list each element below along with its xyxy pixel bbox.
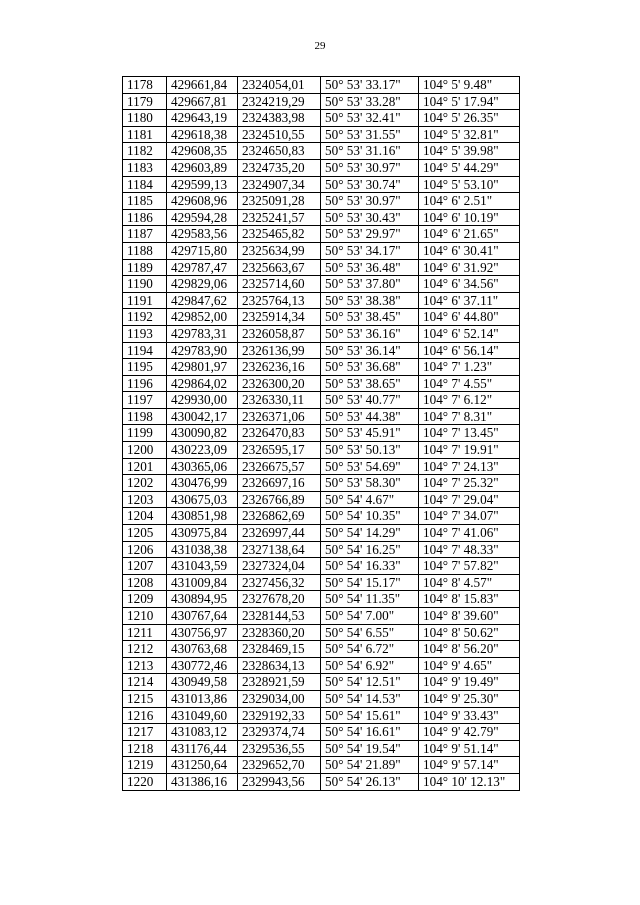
point-number-cell: 1210 (123, 608, 167, 625)
point-number-cell: 1179 (123, 93, 167, 110)
point-number-cell: 1215 (123, 690, 167, 707)
latitude-cell: 50° 54' 11.35" (321, 591, 419, 608)
table-row (123, 674, 520, 691)
table-row (123, 110, 520, 127)
point-number-cell: 1207 (123, 558, 167, 575)
table-row (123, 159, 520, 176)
longitude-cell: 104° 9' 33.43" (419, 707, 520, 724)
x-coordinate-cell: 431049,60 (167, 707, 238, 724)
table-row (123, 392, 520, 409)
longitude-cell: 104° 7' 19.91" (419, 442, 520, 459)
point-number-cell: 1211 (123, 624, 167, 641)
longitude-cell: 104° 9' 4.65" (419, 657, 520, 674)
point-number-cell: 1216 (123, 707, 167, 724)
latitude-cell: 50° 53' 30.43" (321, 209, 419, 226)
latitude-cell: 50° 54' 6.72" (321, 641, 419, 658)
x-coordinate-cell: 429930,00 (167, 392, 238, 409)
table-row (123, 359, 520, 376)
table-row (123, 226, 520, 243)
longitude-cell: 104° 9' 19.49" (419, 674, 520, 691)
table-row (123, 442, 520, 459)
latitude-cell: 50° 53' 38.65" (321, 375, 419, 392)
table-row (123, 292, 520, 309)
point-number-cell: 1203 (123, 491, 167, 508)
y-coordinate-cell: 2327324,04 (238, 558, 321, 575)
y-coordinate-cell: 2326330,11 (238, 392, 321, 409)
longitude-cell: 104° 8' 56.20" (419, 641, 520, 658)
latitude-cell: 50° 53' 30.74" (321, 176, 419, 193)
y-coordinate-cell: 2329374,74 (238, 724, 321, 741)
point-number-cell: 1198 (123, 408, 167, 425)
latitude-cell: 50° 53' 32.41" (321, 110, 419, 127)
longitude-cell: 104° 7' 1.23" (419, 359, 520, 376)
x-coordinate-cell: 430975,84 (167, 525, 238, 542)
point-number-cell: 1190 (123, 276, 167, 293)
latitude-cell: 50° 54' 16.33" (321, 558, 419, 575)
latitude-cell: 50° 54' 4.67" (321, 491, 419, 508)
y-coordinate-cell: 2326697,16 (238, 475, 321, 492)
point-number-cell: 1214 (123, 674, 167, 691)
table-row (123, 458, 520, 475)
longitude-cell: 104° 6' 21.65" (419, 226, 520, 243)
longitude-cell: 104° 5' 32.81" (419, 126, 520, 143)
table-row (123, 259, 520, 276)
table-row (123, 657, 520, 674)
longitude-cell: 104° 9' 25.30" (419, 690, 520, 707)
longitude-cell: 104° 6' 31.92" (419, 259, 520, 276)
table-row (123, 309, 520, 326)
longitude-cell: 104° 7' 57.82" (419, 558, 520, 575)
longitude-cell: 104° 7' 29.04" (419, 491, 520, 508)
table-row (123, 475, 520, 492)
x-coordinate-cell: 429608,96 (167, 193, 238, 210)
y-coordinate-cell: 2328144,53 (238, 608, 321, 625)
x-coordinate-cell: 430042,17 (167, 408, 238, 425)
latitude-cell: 50° 54' 15.61" (321, 707, 419, 724)
y-coordinate-cell: 2329192,33 (238, 707, 321, 724)
x-coordinate-cell: 429599,13 (167, 176, 238, 193)
x-coordinate-cell: 429783,90 (167, 342, 238, 359)
coordinates-table-body (123, 77, 520, 791)
latitude-cell: 50° 54' 19.54" (321, 740, 419, 757)
longitude-cell: 104° 9' 57.14" (419, 757, 520, 774)
latitude-cell: 50° 53' 29.97" (321, 226, 419, 243)
x-coordinate-cell: 429603,89 (167, 159, 238, 176)
x-coordinate-cell: 430767,64 (167, 608, 238, 625)
y-coordinate-cell: 2328360,20 (238, 624, 321, 641)
latitude-cell: 50° 54' 6.92" (321, 657, 419, 674)
y-coordinate-cell: 2326470,83 (238, 425, 321, 442)
point-number-cell: 1193 (123, 325, 167, 342)
longitude-cell: 104° 5' 39.98" (419, 143, 520, 160)
table-row (123, 558, 520, 575)
point-number-cell: 1201 (123, 458, 167, 475)
point-number-cell: 1186 (123, 209, 167, 226)
x-coordinate-cell: 431043,59 (167, 558, 238, 575)
longitude-cell: 104° 8' 50.62" (419, 624, 520, 641)
longitude-cell: 104° 6' 30.41" (419, 242, 520, 259)
latitude-cell: 50° 54' 10.35" (321, 508, 419, 525)
x-coordinate-cell: 430851,98 (167, 508, 238, 525)
y-coordinate-cell: 2327138,64 (238, 541, 321, 558)
point-number-cell: 1187 (123, 226, 167, 243)
longitude-cell: 104° 6' 44.80" (419, 309, 520, 326)
x-coordinate-cell: 430949,58 (167, 674, 238, 691)
table-row (123, 707, 520, 724)
point-number-cell: 1199 (123, 425, 167, 442)
table-row (123, 724, 520, 741)
x-coordinate-cell: 429783,31 (167, 325, 238, 342)
longitude-cell: 104° 9' 42.79" (419, 724, 520, 741)
y-coordinate-cell: 2329034,00 (238, 690, 321, 707)
table-row (123, 276, 520, 293)
x-coordinate-cell: 430763,68 (167, 641, 238, 658)
y-coordinate-cell: 2327456,32 (238, 574, 321, 591)
x-coordinate-cell: 430772,46 (167, 657, 238, 674)
table-row (123, 773, 520, 790)
x-coordinate-cell: 429864,02 (167, 375, 238, 392)
table-row (123, 690, 520, 707)
y-coordinate-cell: 2324735,20 (238, 159, 321, 176)
table-row (123, 193, 520, 210)
y-coordinate-cell: 2326371,06 (238, 408, 321, 425)
table-row (123, 608, 520, 625)
longitude-cell: 104° 5' 26.35" (419, 110, 520, 127)
longitude-cell: 104° 6' 52.14" (419, 325, 520, 342)
y-coordinate-cell: 2328921,59 (238, 674, 321, 691)
table-row (123, 143, 520, 160)
x-coordinate-cell: 429801,97 (167, 359, 238, 376)
point-number-cell: 1217 (123, 724, 167, 741)
latitude-cell: 50° 53' 45.91" (321, 425, 419, 442)
latitude-cell: 50° 54' 12.51" (321, 674, 419, 691)
point-number-cell: 1208 (123, 574, 167, 591)
point-number-cell: 1182 (123, 143, 167, 160)
longitude-cell: 104° 5' 53.10" (419, 176, 520, 193)
longitude-cell: 104° 7' 8.31" (419, 408, 520, 425)
point-number-cell: 1213 (123, 657, 167, 674)
y-coordinate-cell: 2326766,89 (238, 491, 321, 508)
x-coordinate-cell: 429787,47 (167, 259, 238, 276)
latitude-cell: 50° 54' 14.53" (321, 690, 419, 707)
y-coordinate-cell: 2324510,55 (238, 126, 321, 143)
point-number-cell: 1196 (123, 375, 167, 392)
y-coordinate-cell: 2325241,57 (238, 209, 321, 226)
point-number-cell: 1200 (123, 442, 167, 459)
longitude-cell: 104° 8' 15.83" (419, 591, 520, 608)
point-number-cell: 1195 (123, 359, 167, 376)
x-coordinate-cell: 429715,80 (167, 242, 238, 259)
y-coordinate-cell: 2324219,29 (238, 93, 321, 110)
x-coordinate-cell: 429829,06 (167, 276, 238, 293)
y-coordinate-cell: 2325091,28 (238, 193, 321, 210)
longitude-cell: 104° 7' 48.33" (419, 541, 520, 558)
latitude-cell: 50° 54' 21.89" (321, 757, 419, 774)
point-number-cell: 1219 (123, 757, 167, 774)
coordinates-table (122, 76, 520, 791)
latitude-cell: 50° 54' 14.29" (321, 525, 419, 542)
y-coordinate-cell: 2326675,57 (238, 458, 321, 475)
x-coordinate-cell: 429847,62 (167, 292, 238, 309)
longitude-cell: 104° 9' 51.14" (419, 740, 520, 757)
latitude-cell: 50° 54' 6.55" (321, 624, 419, 641)
latitude-cell: 50° 53' 38.38" (321, 292, 419, 309)
longitude-cell: 104° 7' 6.12" (419, 392, 520, 409)
x-coordinate-cell: 431250,64 (167, 757, 238, 774)
y-coordinate-cell: 2326136,99 (238, 342, 321, 359)
point-number-cell: 1220 (123, 773, 167, 790)
longitude-cell: 104° 7' 34.07" (419, 508, 520, 525)
point-number-cell: 1202 (123, 475, 167, 492)
y-coordinate-cell: 2329943,56 (238, 773, 321, 790)
x-coordinate-cell: 430675,03 (167, 491, 238, 508)
table-row (123, 176, 520, 193)
longitude-cell: 104° 6' 10.19" (419, 209, 520, 226)
point-number-cell: 1205 (123, 525, 167, 542)
table-row (123, 541, 520, 558)
y-coordinate-cell: 2326595,17 (238, 442, 321, 459)
table-row (123, 325, 520, 342)
y-coordinate-cell: 2324383,98 (238, 110, 321, 127)
table-row (123, 408, 520, 425)
y-coordinate-cell: 2325634,99 (238, 242, 321, 259)
longitude-cell: 104° 6' 37.11" (419, 292, 520, 309)
y-coordinate-cell: 2326300,20 (238, 375, 321, 392)
table-row (123, 425, 520, 442)
latitude-cell: 50° 53' 36.48" (321, 259, 419, 276)
y-coordinate-cell: 2325714,60 (238, 276, 321, 293)
longitude-cell: 104° 7' 41.06" (419, 525, 520, 542)
latitude-cell: 50° 53' 36.14" (321, 342, 419, 359)
table-row (123, 574, 520, 591)
longitude-cell: 104° 7' 4.55" (419, 375, 520, 392)
latitude-cell: 50° 53' 36.68" (321, 359, 419, 376)
x-coordinate-cell: 430223,09 (167, 442, 238, 459)
point-number-cell: 1178 (123, 77, 167, 94)
y-coordinate-cell: 2326058,87 (238, 325, 321, 342)
y-coordinate-cell: 2329536,55 (238, 740, 321, 757)
latitude-cell: 50° 53' 30.97" (321, 159, 419, 176)
x-coordinate-cell: 429608,35 (167, 143, 238, 160)
longitude-cell: 104° 7' 25.32" (419, 475, 520, 492)
x-coordinate-cell: 430090,82 (167, 425, 238, 442)
y-coordinate-cell: 2325465,82 (238, 226, 321, 243)
point-number-cell: 1204 (123, 508, 167, 525)
longitude-cell: 104° 10' 12.13" (419, 773, 520, 790)
point-number-cell: 1194 (123, 342, 167, 359)
longitude-cell: 104° 6' 2.51" (419, 193, 520, 210)
point-number-cell: 1206 (123, 541, 167, 558)
latitude-cell: 50° 54' 26.13" (321, 773, 419, 790)
longitude-cell: 104° 7' 24.13" (419, 458, 520, 475)
y-coordinate-cell: 2325663,67 (238, 259, 321, 276)
y-coordinate-cell: 2324650,83 (238, 143, 321, 160)
latitude-cell: 50° 53' 33.28" (321, 93, 419, 110)
y-coordinate-cell: 2326236,16 (238, 359, 321, 376)
point-number-cell: 1209 (123, 591, 167, 608)
x-coordinate-cell: 430894,95 (167, 591, 238, 608)
latitude-cell: 50° 53' 58.30" (321, 475, 419, 492)
x-coordinate-cell: 429852,00 (167, 309, 238, 326)
y-coordinate-cell: 2328634,13 (238, 657, 321, 674)
longitude-cell: 104° 5' 17.94" (419, 93, 520, 110)
y-coordinate-cell: 2326997,44 (238, 525, 321, 542)
longitude-cell: 104° 7' 13.45" (419, 425, 520, 442)
latitude-cell: 50° 53' 50.13" (321, 442, 419, 459)
y-coordinate-cell: 2324907,34 (238, 176, 321, 193)
x-coordinate-cell: 430476,99 (167, 475, 238, 492)
latitude-cell: 50° 53' 30.97" (321, 193, 419, 210)
y-coordinate-cell: 2326862,69 (238, 508, 321, 525)
x-coordinate-cell: 431013,86 (167, 690, 238, 707)
page-number: 29 (314, 40, 326, 52)
point-number-cell: 1212 (123, 641, 167, 658)
latitude-cell: 50° 53' 44.38" (321, 408, 419, 425)
x-coordinate-cell: 431083,12 (167, 724, 238, 741)
table-row (123, 508, 520, 525)
latitude-cell: 50° 54' 16.61" (321, 724, 419, 741)
x-coordinate-cell: 431176,44 (167, 740, 238, 757)
table-row (123, 624, 520, 641)
y-coordinate-cell: 2328469,15 (238, 641, 321, 658)
latitude-cell: 50° 53' 33.17" (321, 77, 419, 94)
latitude-cell: 50° 54' 7.00" (321, 608, 419, 625)
point-number-cell: 1181 (123, 126, 167, 143)
table-row (123, 209, 520, 226)
latitude-cell: 50° 54' 15.17" (321, 574, 419, 591)
latitude-cell: 50° 54' 16.25" (321, 541, 419, 558)
point-number-cell: 1183 (123, 159, 167, 176)
x-coordinate-cell: 429643,19 (167, 110, 238, 127)
point-number-cell: 1218 (123, 740, 167, 757)
table-row (123, 342, 520, 359)
x-coordinate-cell: 429667,81 (167, 93, 238, 110)
point-number-cell: 1188 (123, 242, 167, 259)
x-coordinate-cell: 429618,38 (167, 126, 238, 143)
table-row (123, 77, 520, 94)
point-number-cell: 1184 (123, 176, 167, 193)
y-coordinate-cell: 2325914,34 (238, 309, 321, 326)
x-coordinate-cell: 429661,84 (167, 77, 238, 94)
table-row (123, 740, 520, 757)
table-row (123, 93, 520, 110)
table-row (123, 242, 520, 259)
table-row (123, 641, 520, 658)
x-coordinate-cell: 431009,84 (167, 574, 238, 591)
point-number-cell: 1197 (123, 392, 167, 409)
x-coordinate-cell: 430756,97 (167, 624, 238, 641)
longitude-cell: 104° 5' 44.29" (419, 159, 520, 176)
y-coordinate-cell: 2327678,20 (238, 591, 321, 608)
table-row (123, 757, 520, 774)
y-coordinate-cell: 2324054,01 (238, 77, 321, 94)
latitude-cell: 50° 53' 31.16" (321, 143, 419, 160)
x-coordinate-cell: 431386,16 (167, 773, 238, 790)
table-row (123, 126, 520, 143)
table-row (123, 591, 520, 608)
point-number-cell: 1180 (123, 110, 167, 127)
y-coordinate-cell: 2325764,13 (238, 292, 321, 309)
longitude-cell: 104° 6' 34.56" (419, 276, 520, 293)
point-number-cell: 1189 (123, 259, 167, 276)
point-number-cell: 1185 (123, 193, 167, 210)
longitude-cell: 104° 5' 9.48" (419, 77, 520, 94)
latitude-cell: 50° 53' 54.69" (321, 458, 419, 475)
latitude-cell: 50° 53' 38.45" (321, 309, 419, 326)
table-row (123, 525, 520, 542)
longitude-cell: 104° 8' 39.60" (419, 608, 520, 625)
latitude-cell: 50° 53' 37.80" (321, 276, 419, 293)
y-coordinate-cell: 2329652,70 (238, 757, 321, 774)
latitude-cell: 50° 53' 31.55" (321, 126, 419, 143)
latitude-cell: 50° 53' 40.77" (321, 392, 419, 409)
x-coordinate-cell: 429594,28 (167, 209, 238, 226)
x-coordinate-cell: 429583,56 (167, 226, 238, 243)
point-number-cell: 1192 (123, 309, 167, 326)
latitude-cell: 50° 53' 36.16" (321, 325, 419, 342)
longitude-cell: 104° 6' 56.14" (419, 342, 520, 359)
point-number-cell: 1191 (123, 292, 167, 309)
longitude-cell: 104° 8' 4.57" (419, 574, 520, 591)
latitude-cell: 50° 53' 34.17" (321, 242, 419, 259)
x-coordinate-cell: 431038,38 (167, 541, 238, 558)
table-row (123, 375, 520, 392)
table-row (123, 491, 520, 508)
x-coordinate-cell: 430365,06 (167, 458, 238, 475)
